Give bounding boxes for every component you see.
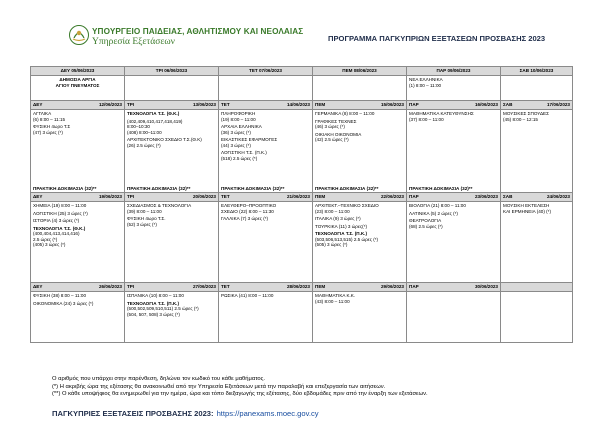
exam-entry: ΙΤΑΛΙΚΑ (9) 3 ώρες (*) <box>315 216 361 221</box>
exam-entry: ΡΩΣΙΚΑ (41) 8:00 – 11:00 <box>221 293 274 298</box>
day-name: ΤΡΙ <box>127 284 135 290</box>
day-header <box>407 67 501 76</box>
day-name: ΤΕΤ <box>249 68 258 74</box>
day-name: ΠΑΡ <box>409 284 419 290</box>
footer-label: ΠΑΓΚΥΠΡΙΕΣ ΕΞΕΤΑΣΕΙΣ ΠΡΟΣΒΑΣΗΣ 2023: <box>52 409 214 418</box>
day-name: ΤΡΙ <box>127 194 135 200</box>
day-date: 19/06/2023 <box>99 194 122 200</box>
day-cell <box>125 76 219 101</box>
day-header <box>219 67 313 76</box>
day-name: ΔΕΥ <box>60 68 71 74</box>
day-date: 12/06/2023 <box>99 102 122 108</box>
ministry-name: ΥΠΟΥΡΓΕΙΟ ΠΑΙΔΕΙΑΣ, ΑΘΛΗΤΙΣΜΟΥ ΚΑΙ ΝΕΟΛΑΙΑΣ <box>92 27 304 36</box>
day-date: 06/06/2023 <box>164 68 188 74</box>
day-date: 15/06/2023 <box>381 102 404 108</box>
exam-entry: ΤΕΧΝΟΛΟΓΙΑ Τ.Σ. (Θ.Κ.) <box>127 111 180 116</box>
day-cell <box>219 110 313 193</box>
day-cell <box>125 292 219 343</box>
day-date: 05/06/2023 <box>71 68 95 74</box>
day-cell <box>125 202 219 283</box>
day-cell <box>407 292 501 343</box>
day-header <box>31 193 125 202</box>
day-date: 16/06/2023 <box>475 102 498 108</box>
exam-entry: ΣΧΕΔΙΑΣΜΟΣ & ΤΕΧΝΟΛΟΓΙΑ (39) 8:00 – 11:00 <box>127 203 192 214</box>
day-date: 26/06/2023 <box>99 284 122 290</box>
note-line: Ο αριθμός που υπάρχει στην παρένθεση, δηλώνει τον κωδικό του κάθε μαθήματος. <box>52 376 266 382</box>
day-name: ΠΕΜ <box>315 102 326 108</box>
exam-entry: ΛΑΤΙΝΙΚΑ (5) 2 ώρες (*) <box>409 210 458 216</box>
day-name: ΣΑΒ <box>503 102 513 108</box>
practical-exam-note: ΠΡΑΚΤΙΚΗ ΔΟΚΙΜΑΣΙΑ (32)** <box>315 185 379 191</box>
exam-entry: ΙΣΤΟΡΙΑ (4) 3 ώρες (*) <box>33 218 80 223</box>
practical-exam-note: ΠΡΑΚΤΙΚΗ ΔΟΚΙΜΑΣΙΑ (32)** <box>221 185 285 191</box>
day-header <box>125 283 219 292</box>
exam-entry: ΜΑΘΗΜΑΤΙΚΑ Κ.Κ. (43) 8:00 – 11:00 <box>315 293 356 304</box>
exam-entry: ΓΑΛΛΙΚΑ (7) 3 ώρες (*) <box>221 216 269 221</box>
exam-entry: ΤΕΧΝΟΛΟΓΙΑ Τ.Σ. (Π.Κ.) <box>315 231 367 236</box>
footer <box>52 409 319 418</box>
day-name: ΔΕΥ <box>33 194 43 200</box>
day-date: 13/06/2023 <box>193 102 216 108</box>
day-header <box>125 67 219 76</box>
note-line: (**) Ο κάθε υποψήφιος θα ενημερωθεί για την ημέρα, ώρα και τόπο διεξαγωγής της εξέτασης, δύο εβδομάδες πριν από την έναρξη των εξετάσεων. <box>52 391 428 398</box>
practical-exam-note: ΠΡΑΚΤΙΚΗ ΔΟΚΙΜΑΣΙΑ (32)** <box>409 185 473 191</box>
day-header <box>313 283 407 292</box>
exam-entry: ΛΟΓΙΣΤΙΚΗ (25) 3 ώρες (*) <box>33 210 88 216</box>
exam-entry: ΤΕΧΝΟΛΟΓΙΑ Τ.Σ. (Θ.Κ.) <box>33 225 86 231</box>
day-name: ΠΕΜ <box>342 68 353 74</box>
exam-entry: ΧΗΜΕΙΑ (19) 8:00 – 11:00 <box>33 203 87 208</box>
exam-entry: ΟΙΚΟΝΟΜΙΚΑ (24) 3 ώρες (*) <box>33 300 94 306</box>
exam-entry: ΙΣΠΑΝΙΚΑ (10) 8:00 – 11:00 <box>127 293 184 298</box>
day-header <box>219 283 313 292</box>
page-title: ΠΡΟΓΡΑΜΜΑ ΠΑΓΚΥΠΡΙΩΝ ΕΞΕΤΑΣΕΩΝ ΠΡΟΣΒΑΣΗΣ 2023 <box>328 34 546 43</box>
day-cell <box>407 76 501 101</box>
day-date: 22/06/2023 <box>381 194 404 200</box>
exam-entry: ΜΟΥΣΙΚΗ ΕΚΤΕΛΕΣΗ ΚΑΙ ΕΡΜΗΝΕΙΑ (40) (*) <box>503 203 551 214</box>
exam-entry: ΝΕΑ ΕΛΛΗΝΙΚΑ (1) 8:00 – 11:00 <box>409 77 443 88</box>
week-exams-row <box>31 110 573 193</box>
day-header <box>501 101 573 110</box>
day-header <box>501 67 573 76</box>
week-exams-row <box>31 292 573 343</box>
day-name: ΤΡΙ <box>127 102 135 108</box>
day-cell <box>501 110 573 193</box>
day-date: 29/06/2023 <box>381 284 404 290</box>
day-cell <box>219 202 313 283</box>
day-cell <box>407 110 501 193</box>
day-cell <box>219 292 313 343</box>
exam-entry: (500,502,509,510,511) 2.5 ώρες (*) (504, 507, 508) 3 ώρες (*) <box>127 306 199 317</box>
notes <box>52 376 428 399</box>
day-date: 23/06/2023 <box>475 194 498 200</box>
day-name: ΤΡΙ <box>155 68 163 74</box>
day-cell <box>31 76 125 101</box>
exam-entry: ΘΕΑΤΡΟΛΟΓΙΑ (68) 2.5 ώρες (*) <box>409 218 443 229</box>
day-name: ΤΕΤ <box>221 284 230 290</box>
day-cell <box>313 202 407 283</box>
day-header <box>501 283 573 292</box>
exam-entry: ΦΥΣΙΚΗ 4ωρο Τ.Σ. (52) 3 ώρες (*) <box>127 216 166 227</box>
day-name: ΠΑΡ <box>409 194 419 200</box>
exam-entry: ΟΙΚΙΑΚΗ ΟΙΚΟΝΟΜΙΑ (42) 2.5 ώρες (*) <box>315 131 362 142</box>
exam-entry: ΔΗΜΟΣΙΑ ΑΡΓΙΑ ΑΓΙΟΥ ΠΝΕΥΜΑΤΟΣ <box>55 77 100 88</box>
day-name: ΠΑΡ <box>409 102 419 108</box>
exam-entry: (400,404,413,414,416) 2.5 ώρες (*) (405) 3 ώρες (*) <box>33 231 80 247</box>
day-cell <box>501 202 573 283</box>
day-date: 24/06/2023 <box>547 194 570 200</box>
day-header <box>313 101 407 110</box>
exam-entry: ΓΕΡΜΑΝΙΚΑ (8) 8:00 – 11:00 <box>315 111 375 116</box>
exam-entry: ΜΑΘΗΜΑΤΙΚΑ ΚΑΤΕΥΘΥΝΣΗΣ (37) 8:00 – 11:00 <box>409 111 474 122</box>
day-name: ΤΕΤ <box>221 194 230 200</box>
exam-entry: ΑΡΧΙΤΕΚΤΟΝΙΚΟ ΣΧΕΔΙΟ Τ.Σ.(Θ.Κ) (26) 2.5 ώρες (*) <box>127 137 202 148</box>
day-date: 27/06/2023 <box>193 284 216 290</box>
day-header <box>407 283 501 292</box>
day-cell <box>125 110 219 193</box>
exam-entry: ΑΡΧΙΤΕΚΤ.–ΤΕΧΝΙΚΟ ΣΧΕΔΙΟ (23) 8:00 – 11:00 <box>315 203 379 214</box>
exam-entry: (503,506,513,515) 2.5 ώρες (*) (505) 3 ώρες (*) <box>315 236 379 247</box>
exam-entry: ΑΓΓΛΙΚΑ (6) 8:00 – 11:15 <box>33 111 66 122</box>
week-header-row <box>31 101 573 110</box>
day-header <box>125 101 219 110</box>
day-name: ΣΑΒ <box>503 194 513 200</box>
day-name: ΠΕΜ <box>315 194 326 200</box>
week-header-row <box>31 67 573 76</box>
day-cell <box>407 202 501 283</box>
day-date: 21/06/2023 <box>287 194 310 200</box>
exam-entry: ΦΥΣΙΚΗ 4ωρο Τ.Σ (47) 3 ώρες (*) <box>33 124 71 135</box>
day-header <box>501 193 573 202</box>
day-date: 20/06/2023 <box>193 194 216 200</box>
day-header <box>313 193 407 202</box>
exam-entry: ΓΡΑΦΙΚΕΣ ΤΕΧΝΕΣ (46) 3 ώρες (*) <box>315 118 357 129</box>
day-cell <box>313 76 407 101</box>
day-name: ΠΕΜ <box>315 284 326 290</box>
day-header <box>125 193 219 202</box>
day-name: ΔΕΥ <box>33 102 43 108</box>
cyprus-seal-icon <box>68 24 90 46</box>
day-cell <box>501 76 573 101</box>
week-header-row <box>31 283 573 292</box>
day-header <box>219 101 313 110</box>
week-header-row <box>31 193 573 202</box>
day-cell <box>31 110 125 193</box>
week-exams-row <box>31 202 573 283</box>
exam-entry: ΤΕΧΝΟΛΟΓΙΑ Τ.Σ. (Π.Κ.) <box>127 300 179 306</box>
day-cell <box>31 292 125 343</box>
day-date: 09/06/2023 <box>447 68 471 74</box>
day-cell <box>31 202 125 283</box>
day-cell <box>219 76 313 101</box>
day-date: 07/06/2023 <box>258 68 282 74</box>
exam-entry: (402,409,410,417,418,419) 8:00–10:30 (408) 8:00–11:00 <box>127 118 183 135</box>
week-exams-row <box>31 76 573 101</box>
day-header <box>31 283 125 292</box>
day-date: 30/06/2023 <box>475 284 498 290</box>
day-date: 28/06/2023 <box>287 284 310 290</box>
note-line: (*) Η ακριβής ώρα της εξέτασης θα ανακοινωθεί από την Υπηρεσία Εξετάσεων μετά την παραλαβή και επεξεργασία των αιτήσεων. <box>52 383 386 390</box>
exam-entry: ΜΟΥΣΙΚΕΣ ΣΠΟΥΔΕΣ (45) 8:00 – 12:15 <box>503 111 549 122</box>
exam-entry: ΕΛΕΥΘΕΡΟ–ΠΡΟΟΠΤΙΚΟ ΣΧΕΔΙΟ (22) 8:00 – 11:30 <box>221 203 277 214</box>
exam-entry: ΒΙΟΛΟΓΙΑ (21) 8:00 – 11:00 <box>409 203 466 208</box>
day-cell <box>313 292 407 343</box>
day-date: 14/06/2023 <box>287 102 310 108</box>
day-name: ΣΑΒ <box>519 68 530 74</box>
practical-exam-note: ΠΡΑΚΤΙΚΗ ΔΟΚΙΜΑΣΙΑ (32)** <box>33 185 97 191</box>
day-name: ΠΑΡ <box>436 68 447 74</box>
day-date: 10/06/2023 <box>530 68 554 74</box>
day-cell <box>313 110 407 193</box>
day-date: 08/06/2023 <box>353 68 377 74</box>
day-name: ΤΕΤ <box>221 102 230 108</box>
day-header <box>219 193 313 202</box>
day-date: 17/06/2023 <box>547 102 570 108</box>
day-header <box>407 193 501 202</box>
exam-entry: ΤΟΥΡΚΙΚΑ (11) 3 ώρες(*) <box>315 223 368 229</box>
day-header <box>31 101 125 110</box>
day-header <box>31 67 125 76</box>
exam-entry: ΑΡΧΑΙΑ ΕΛΛΗΝΙΚΑ (36) 3 ώρες (*) <box>221 124 262 135</box>
day-name: ΔΕΥ <box>33 284 43 290</box>
exam-entry: ΦΥΣΙΚΗ (38) 8:00 – 11:00 <box>33 293 87 298</box>
day-header <box>407 101 501 110</box>
exam-entry: ΛΟΓΙΣΤΙΚΗ Τ.Σ. (Π.Κ.) (518) 2.5 ώρες (*) <box>221 150 267 161</box>
exam-entry: ΠΛΗΡΟΦΟΡΙΚΗ (19) 8:00 – 11:00 <box>221 111 256 122</box>
day-header <box>313 67 407 76</box>
page-header <box>0 0 600 52</box>
practical-exam-note: ΠΡΑΚΤΙΚΗ ΔΟΚΙΜΑΣΙΑ (32)** <box>127 185 191 191</box>
service-name: Υπηρεσία Εξετάσεων <box>92 37 175 47</box>
website-link[interactable]: https://panexams.moec.gov.cy <box>216 409 319 418</box>
exam-schedule-table <box>30 66 573 343</box>
exam-entry: ΕΙΚΑΣΤΙΚΕΣ ΕΦΑΡΜΟΓΕΣ (44) 3 ώρες (*) <box>221 137 278 148</box>
day-cell <box>501 292 573 343</box>
